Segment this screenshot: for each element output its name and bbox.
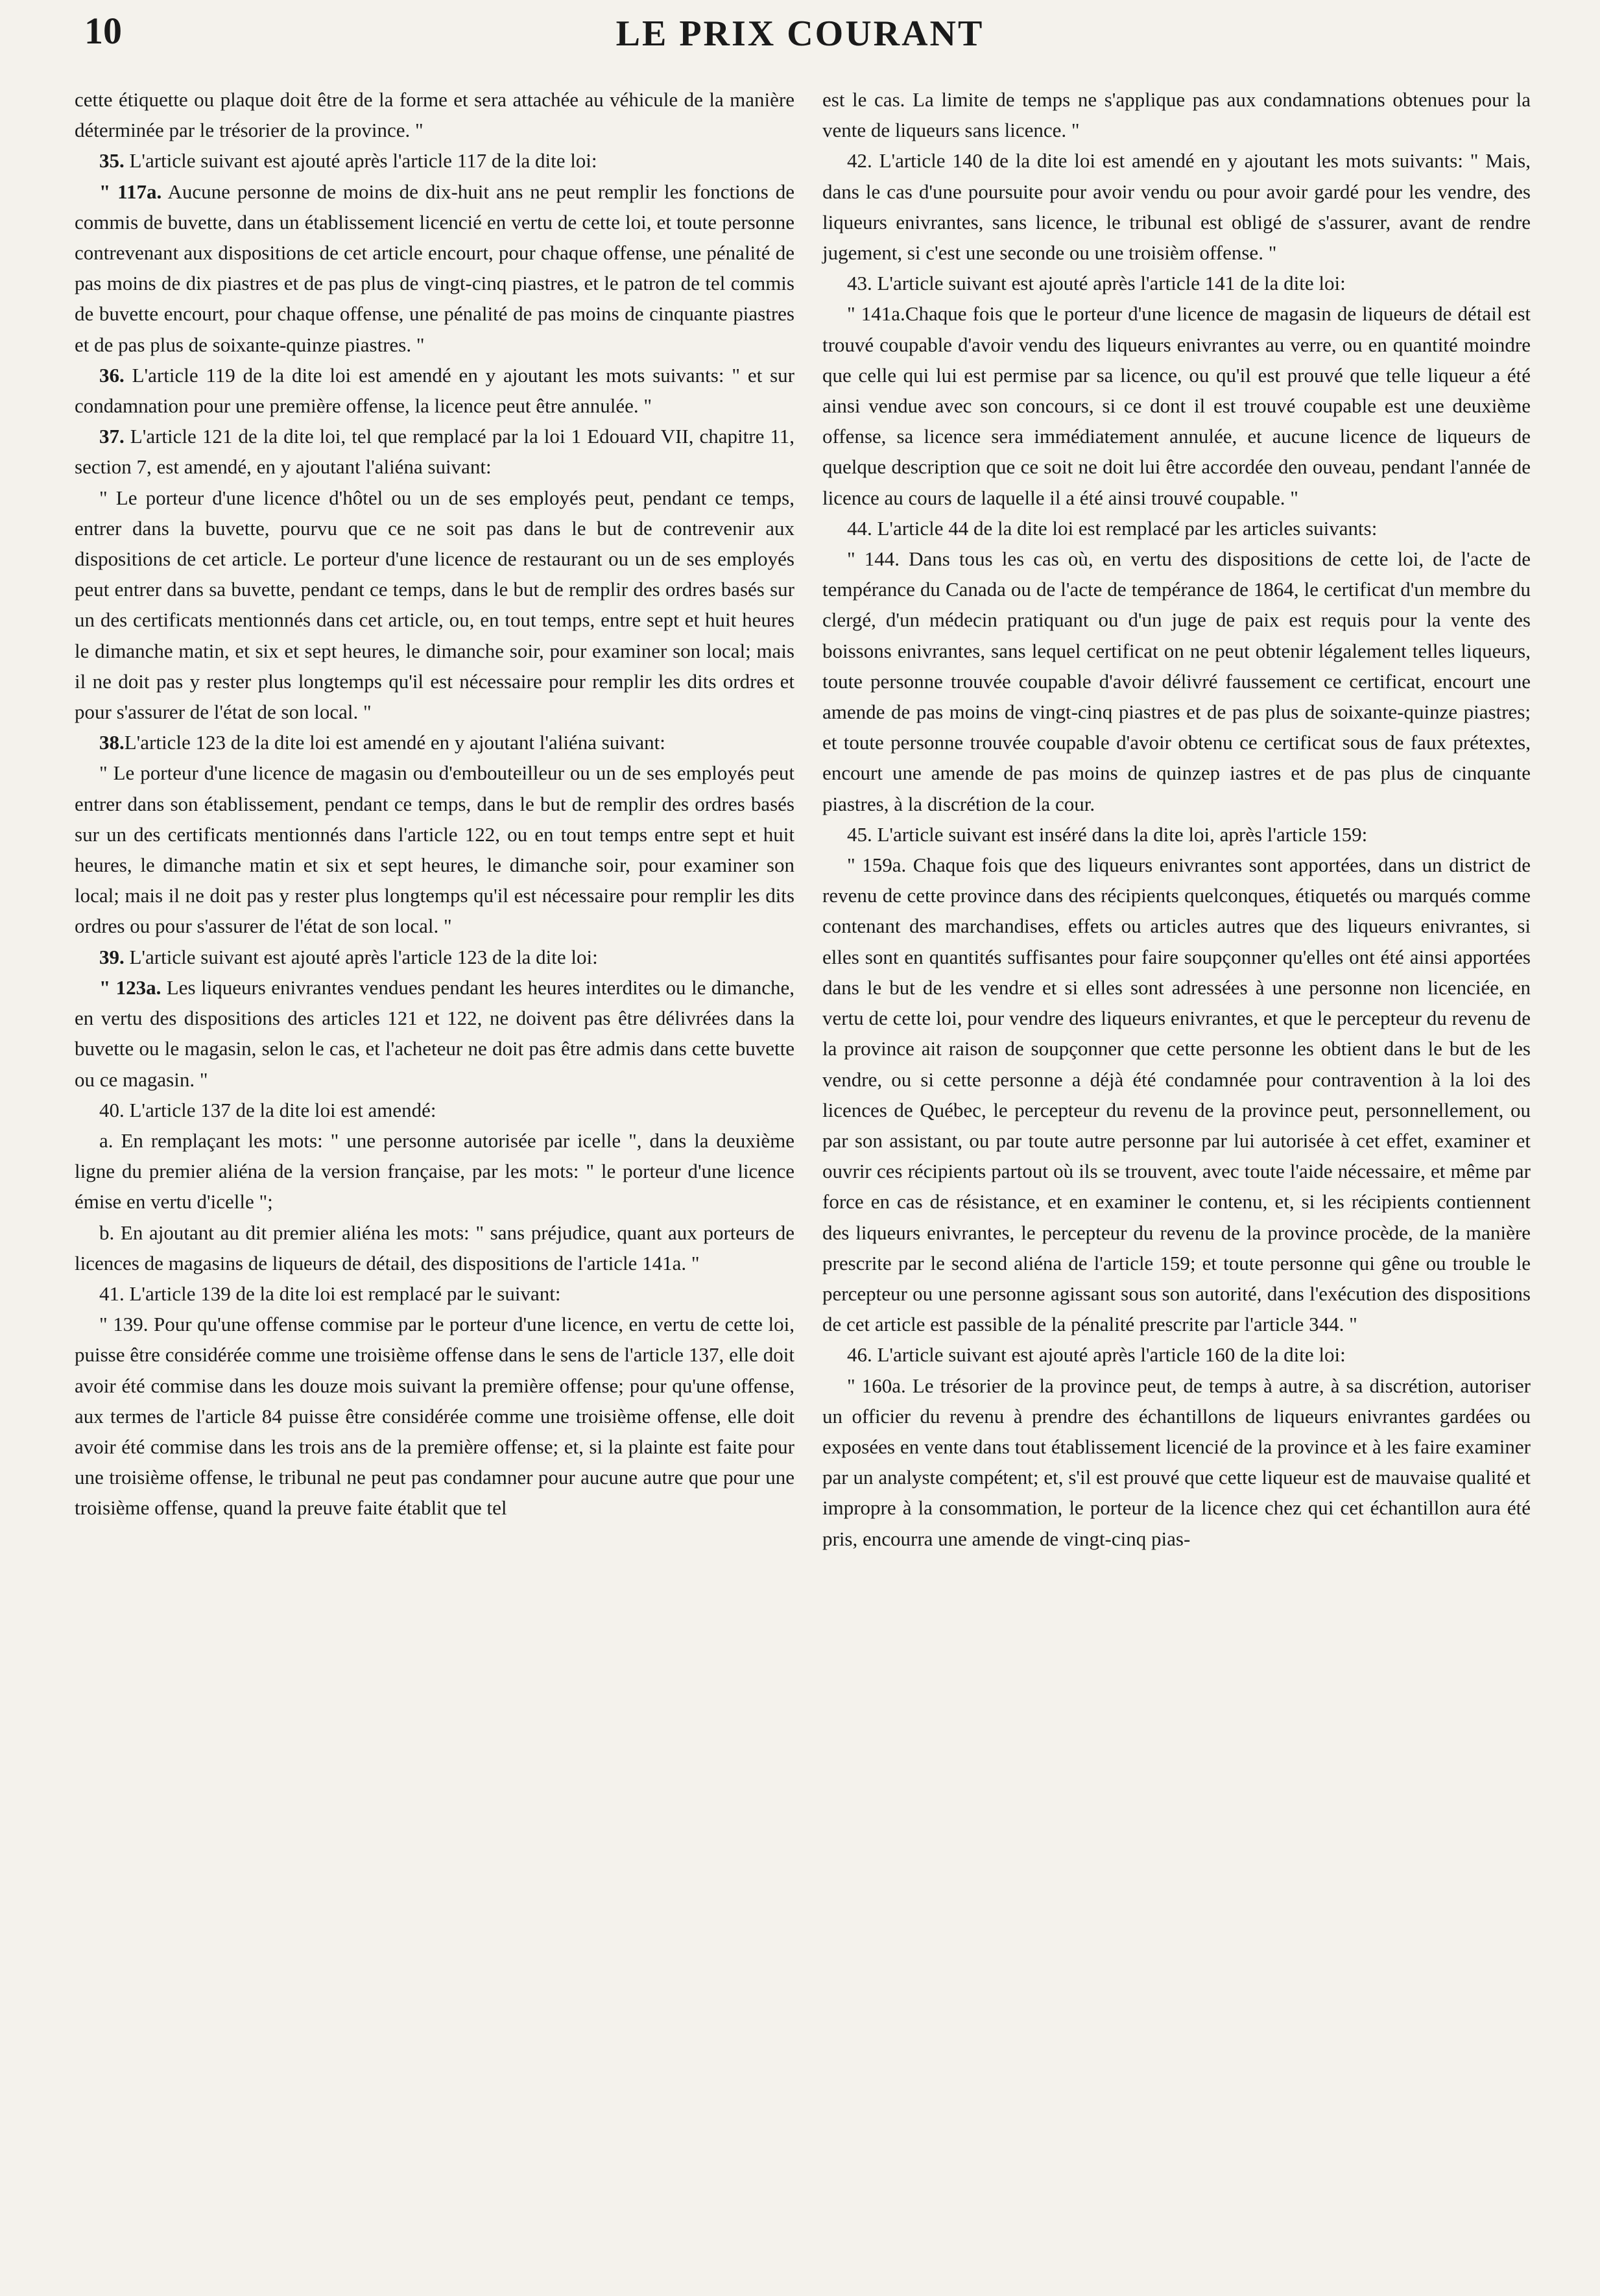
paragraph-text: " Le porteur d'une licence d'hôtel ou un de ses employés peut, pendant ce temps, entrer dans la buvette, pourvu que ce ne soit pas dans le but de contrevenir aux dispositions de cet article. Le porteur d'une licence de restaurant ou un de ses employés peut entrer dans sa buvette, pendant ce temps, dans le but de remplir des ordres basés sur un des certificats mentionnés dans cet article, ou, en tout temps, entre sept et huit heures le dimanche matin, et six et sept heures, le dimanche soir, pour examiner son local; mais il ne doit pas y rester plus longtemps qu'il est nécessaire pour remplir les dits ordres et pour s'assurer de l'état de son local. " xyxy=(75,486,794,724)
right-column xyxy=(822,84,1531,1554)
paragraph-text: 42. L'article 140 de la dite loi est amendé en y ajoutant les mots suivants: " Mais, dans le cas d'une poursuite pour avoir vendu ou pour avoir gardé pour les vendre, des liqueurs enivrantes, sans licence, le tribunal est obligé de s'assurer, avant de rendre jugement, si c'est une seconde ou une troisièm offense. " xyxy=(822,149,1531,265)
left-column xyxy=(75,84,794,1524)
paragraph-text: est le cas. La limite de temps ne s'applique pas aux condamnations obtenues pour la vente de liqueurs sans licence. " xyxy=(822,88,1531,142)
paragraph xyxy=(75,1278,794,1309)
paragraph-text: " 141a.Chaque fois que le porteur d'une licence de magasin de liqueurs de détail est trouvé coupable d'avoir vendu des liqueurs enivrantes au verre, ou en quantité moindre que celle qui lui est permise par sa licence, ou qu'il est prouvé que telle liqueur a été ainsi vendue avec son concours, si ce dont il est trouvé coupable est une deuxième offense, sa licence sera immédiatement annulée, et aucune licence de liqueurs de quelque description que ce soit ne doit lui être accordée den ouveau, pendant l'année de licence au cours de laquelle il a été ainsi trouvé coupable. " xyxy=(822,302,1531,509)
paragraph-text: b. En ajoutant au dit premier aliéna les mots: " sans préjudice, quant aux porteurs de licences de magasins de liqueurs de détail, des dispositions de l'article 141a. " xyxy=(75,1221,794,1274)
paragraph-text: " 144. Dans tous les cas où, en vertu des dispositions de cette loi, de l'acte de tempérance du Canada ou de l'acte de tempérance de 1864, le certificat d'un membre du clergé, d'un médecin pratiquant ou d'un juge de paix est requis pour la vente des boissons enivrantes, sans lequel certificat on ne peut obtenir légalement telles liqueurs, toute personne trouvée coupable d'avoir délivré faussement ce certificat, encourt une amende de pas moins de vingt-cinq piastres et de pas plus de soixante-quinze piastres; et toute personne trouvée coupable d'avoir obtenu ce certificat sous de faux prétextes, encourt une amende de pas moins de quinzep iastres et de pas plus de cinquante piastres, à la discrétion de la cour. xyxy=(822,547,1531,815)
article-number: 39. xyxy=(99,945,125,968)
paragraph-text: L'article suivant est ajouté après l'article 117 de la dite loi: xyxy=(124,149,597,173)
paragraph xyxy=(75,145,794,176)
paragraph xyxy=(75,942,794,972)
article-number: " 117a. xyxy=(99,180,162,203)
page-number: 10 xyxy=(84,10,122,52)
paragraph-text: L'article 121 de la dite loi, tel que remplacé par la loi 1 Edouard VII, chapitre 11, section 7, est amendé, en y ajoutant l'aliéna suivant: xyxy=(75,425,794,479)
paragraph xyxy=(75,176,794,360)
page-header xyxy=(0,0,1600,71)
paragraph xyxy=(75,360,794,421)
paragraph-text: L'article 123 de la dite loi est amendé en y ajoutant l'aliéna suivant: xyxy=(124,731,665,754)
paragraph xyxy=(75,1095,794,1125)
article-number: " 123a. xyxy=(99,975,161,999)
article-number: 36. xyxy=(99,363,125,387)
paragraph xyxy=(75,1309,794,1523)
paragraph xyxy=(822,1339,1531,1370)
paragraph xyxy=(822,84,1531,145)
article-number: 37. xyxy=(99,425,125,448)
paragraph-text: 43. L'article suivant est ajouté après l'article 141 de la dite loi: xyxy=(847,272,1346,295)
paragraph xyxy=(822,1370,1531,1554)
paragraph xyxy=(75,758,794,941)
paragraph-text: " 139. Pour qu'une offense commise par le porteur d'une licence, en vertu de cette loi, puisse être considérée comme une troisième offense dans le sens de l'article 137, elle doit avoir été commise dans les douze mois suivant la première offense; pour qu'une offense, aux termes de l'article 84 puisse être considérée comme une troisième offense, elle doit avoir été commise dans les trois ans de la première offense; et, si la plainte est faite pour une troisième offense, le tribunal ne peut pas condamner pour aucune autre que pour une troisième offense, quand la preuve faite établit que tel xyxy=(75,1313,794,1520)
paragraph xyxy=(75,1217,794,1278)
paragraph xyxy=(822,145,1531,268)
paragraph-text: L'article 119 de la dite loi est amendé en y ajoutant les mots suivants: " et sur condamnation pour une première offense, la licence peut être annulée. " xyxy=(75,363,794,418)
paragraph xyxy=(822,268,1531,298)
paragraph-text: " 159a. Chaque fois que des liqueurs enivrantes sont apportées, dans un district de revenu de cette province dans des récipients quelconques, étiquetés ou marqués comme contenant des marchandises, effets ou articles autres que des liqueurs enivrantes, si elles sont en quantités suffisantes pour faire soupçonner qu'elles ont été ainsi apportées dans le but de les vendre et si elles sont adressées à une personne non licenciée, en vertu de cette loi, pour vendre des liqueurs enivrantes, et que le percepteur du revenu de la province ait raison de soupçonner que cette personne les obtient dans le but de les vendre, ou si cette personne a déjà été condamnée pour contravention à la loi des licences de Québec, le percepteur du revenu de la province peut, personnellement, ou par son assistant, ou par toute autre personne par lui autorisée à cet effet, examiner et ouvrir ces récipients partout où ils se trouvent, avec toute l'aide nécessaire, et même par force en cas de résistance, et en examiner le contenu, et, si les récipients contiennent des liqueurs enivrantes, le percepteur du revenu de la province procède, de la manière prescrite par le second aliéna de l'article 159; et toute personne qui gêne ou trouble le percepteur ou une personne agissant sous son autorité, dans l'exécution des dispositions de cet article est passible de la pénalité prescrite par l'article 344. " xyxy=(822,854,1531,1336)
paragraph-text: Les liqueurs enivrantes vendues pendant les heures interdites ou le dimanche, en vertu des dispositions des articles 121 et 122, ne doivent pas être délivrées dans la buvette ou le magasin, selon le cas, et l'acheteur ne doit pas être admis dans cette buvette ou ce magasin. " xyxy=(75,975,794,1091)
paragraph-text: 40. L'article 137 de la dite loi est amendé: xyxy=(99,1098,436,1121)
paragraph xyxy=(822,513,1531,544)
paragraph xyxy=(75,421,794,482)
paragraph xyxy=(75,483,794,728)
article-number: 38. xyxy=(99,731,125,754)
paragraph xyxy=(822,544,1531,819)
paragraph-text: cette étiquette ou plaque doit être de la forme et sera attachée au véhicule de la manière déterminée par le trésorier de la province. " xyxy=(75,88,794,142)
paragraph xyxy=(75,727,794,758)
paragraph-text: a. En remplaçant les mots: " une personne autorisée par icelle ", dans la deuxième ligne du premier aliéna de la version française, par les mots: " le porteur d'une licence émise en vertu d'icelle "; xyxy=(75,1129,794,1214)
paragraph xyxy=(75,1125,794,1217)
paragraph-text: L'article suivant est ajouté après l'article 123 de la dite loi: xyxy=(124,945,598,968)
paragraph-text: Aucune personne de moins de dix-huit ans ne peut remplir les fonctions de commis de buvette, dans un établissement licencié en vertu de cette loi, et toute personne contrevenant aux dispositions de cet article encourt, pour chaque offense, une pénalité de pas moins de dix piastres et de pas plus de vingt-cinq piastres, et le patron de tel commis de buvette encourt, pour chaque offense, une pénalité de pas moins de cinquante piastres et de pas plus de soixante-quinze piastres. " xyxy=(75,180,795,356)
paragraph xyxy=(822,819,1531,850)
paragraph xyxy=(75,84,794,145)
paragraph xyxy=(822,298,1531,512)
paragraph xyxy=(75,972,794,1095)
journal-title: LE PRIX COURANT xyxy=(615,14,985,54)
paragraph xyxy=(822,850,1531,1339)
article-number: 35. xyxy=(99,149,125,173)
paragraph-text: 46. L'article suivant est ajouté après l'article 160 de la dite loi: xyxy=(847,1343,1346,1367)
paragraph-text: " Le porteur d'une licence de magasin ou d'embouteilleur ou un de ses employés peut entrer dans son établissement, pendant ce temps, dans le but de remplir des ordres basés sur un des certificats mentionnés dans l'article 122, ou en tout temps entre sept et huit heures, le dimanche matin et six et sept heures, le dimanche soir, pour examiner son local; mais il ne doit pas y rester plus longtemps qu'il est nécessaire pour remplir les dits ordres ou pour s'assurer de l'état de son local. " xyxy=(75,761,794,938)
paragraph-text: 44. L'article 44 de la dite loi est remplacé par les articles suivants: xyxy=(847,516,1378,540)
paragraph-text: 45. L'article suivant est inséré dans la dite loi, après l'article 159: xyxy=(847,822,1368,846)
paragraph-text: 41. L'article 139 de la dite loi est remplacé par le suivant: xyxy=(99,1282,561,1305)
paragraph-text: " 160a. Le trésorier de la province peut, de temps à autre, à sa discrétion, autoriser un officier du revenu à prendre des échantillons de liqueurs enivrantes gardées ou exposées en vente dans tout établissement licencié de la province et à les faire examiner par un analyste compétent; et, s'il est prouvé que cette liqueur est de mauvaise qualité et impropre à la consommation, le porteur de la licence chez qui cet échantillon aura été pris, encourra une amende de vingt-cinq pias- xyxy=(822,1374,1531,1550)
